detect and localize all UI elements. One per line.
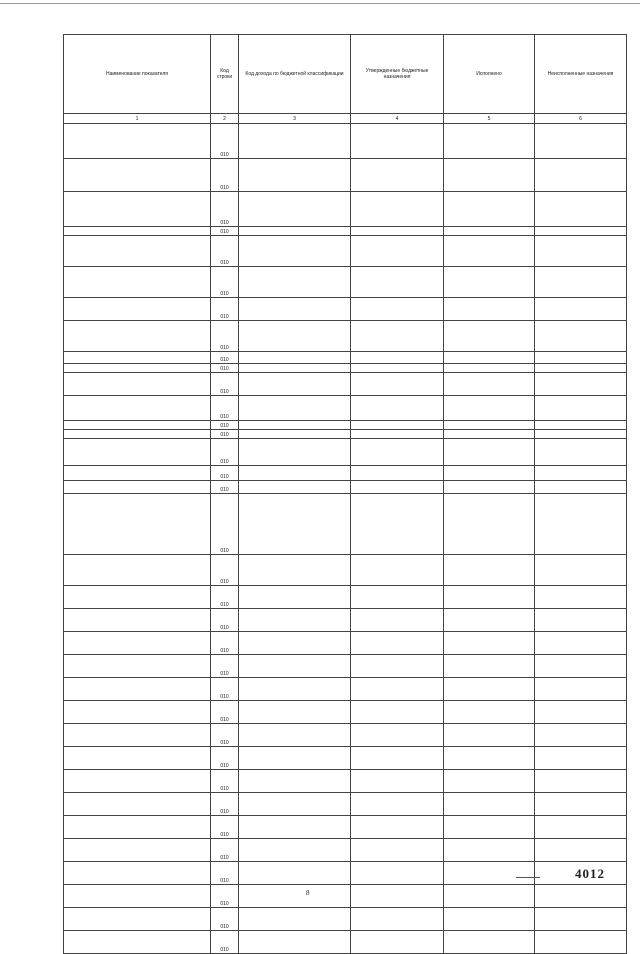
row-line-code-cell: 010 [211,364,239,373]
row-line-code-cell: 010 [211,430,239,439]
table-row [64,494,627,555]
row-name-cell [64,430,211,439]
row-budget-code-cell [239,632,351,655]
row-approved-cell [351,724,444,747]
row-approved-cell [351,862,444,885]
table-row [64,555,627,586]
row-executed-cell [444,586,535,609]
row-executed-cell [444,609,535,632]
row-unexecuted-cell [535,227,627,236]
table-body [64,124,627,954]
row-budget-code-cell [239,267,351,298]
row-name-cell [64,793,211,816]
row-name-cell [64,373,211,396]
row-name-cell [64,908,211,931]
row-executed-cell [444,931,535,954]
row-unexecuted-cell [535,885,627,908]
row-approved-cell [351,466,444,481]
row-budget-code-cell [239,439,351,466]
table-row [64,298,627,321]
row-line-code-cell: 010 [211,267,239,298]
row-approved-cell [351,770,444,793]
row-executed-cell [444,236,535,267]
row-name-cell [64,862,211,885]
row-unexecuted-cell [535,481,627,494]
row-executed-cell [444,885,535,908]
row-name-cell [64,655,211,678]
row-executed-cell [444,124,535,159]
row-name-cell [64,586,211,609]
column-number-row [64,114,627,124]
row-unexecuted-cell [535,701,627,724]
table-row [64,192,627,227]
row-unexecuted-cell [535,421,627,430]
row-executed-cell [444,862,535,885]
row-name-cell [64,364,211,373]
row-unexecuted-cell [535,159,627,192]
column-number: 3 [239,114,351,124]
row-approved-cell [351,586,444,609]
row-unexecuted-cell [535,586,627,609]
table-row [64,267,627,298]
header-executed: Исполнено [444,35,535,114]
row-line-code-cell: 010 [211,298,239,321]
row-name-cell [64,839,211,862]
table-row [64,481,627,494]
row-line-code-cell: 010 [211,724,239,747]
row-unexecuted-cell [535,655,627,678]
row-line-code-cell: 010 [211,124,239,159]
row-approved-cell [351,678,444,701]
row-unexecuted-cell [535,373,627,396]
row-budget-code-cell [239,352,351,364]
row-name-cell [64,494,211,555]
row-name-cell [64,747,211,770]
row-line-code-cell: 010 [211,396,239,421]
table-row [64,678,627,701]
row-name-cell [64,396,211,421]
table-row [64,466,627,481]
row-name-cell [64,159,211,192]
table-row [64,364,627,373]
row-name-cell [64,236,211,267]
row-approved-cell [351,555,444,586]
row-executed-cell [444,396,535,421]
table-row [64,793,627,816]
row-unexecuted-cell [535,430,627,439]
table-row [64,632,627,655]
row-line-code-cell: 010 [211,678,239,701]
row-approved-cell [351,421,444,430]
row-line-code-cell: 010 [211,862,239,885]
row-approved-cell [351,481,444,494]
row-unexecuted-cell [535,632,627,655]
row-unexecuted-cell [535,770,627,793]
row-line-code-cell: 010 [211,466,239,481]
row-budget-code-cell [239,481,351,494]
row-budget-code-cell [239,298,351,321]
row-name-cell [64,609,211,632]
row-approved-cell [351,430,444,439]
row-unexecuted-cell [535,267,627,298]
row-name-cell [64,701,211,724]
row-approved-cell [351,931,444,954]
row-executed-cell [444,421,535,430]
column-number: 2 [211,114,239,124]
row-unexecuted-cell [535,678,627,701]
row-line-code-cell: 010 [211,555,239,586]
row-approved-cell [351,124,444,159]
row-line-code-cell: 010 [211,655,239,678]
table-row [64,862,627,885]
row-executed-cell [444,632,535,655]
row-budget-code-cell [239,236,351,267]
header-name: Наименование показателя [64,35,211,114]
row-executed-cell [444,298,535,321]
table-row [64,124,627,159]
row-name-cell [64,481,211,494]
row-unexecuted-cell [535,931,627,954]
row-budget-code-cell [239,159,351,192]
row-budget-code-cell [239,192,351,227]
row-approved-cell [351,364,444,373]
row-executed-cell [444,494,535,555]
header-approved: Утвержденные бюджетные назначения [351,35,444,114]
row-unexecuted-cell [535,908,627,931]
row-unexecuted-cell [535,364,627,373]
row-name-cell [64,124,211,159]
table-row [64,159,627,192]
row-executed-cell [444,364,535,373]
row-approved-cell [351,494,444,555]
page-number: 8 [306,889,310,897]
header-line-code: Код строки [211,35,239,114]
table-header-row [64,35,627,114]
row-budget-code-cell [239,655,351,678]
row-approved-cell [351,908,444,931]
row-line-code-cell: 010 [211,885,239,908]
row-approved-cell [351,609,444,632]
table-row [64,747,627,770]
row-line-code-cell: 010 [211,192,239,227]
row-name-cell [64,466,211,481]
budget-report-table [63,34,627,954]
row-budget-code-cell [239,124,351,159]
table-row [64,724,627,747]
row-line-code-cell: 010 [211,816,239,839]
column-number: 5 [444,114,535,124]
row-line-code-cell: 010 [211,421,239,430]
row-executed-cell [444,192,535,227]
row-budget-code-cell [239,586,351,609]
row-line-code-cell: 010 [211,494,239,555]
row-executed-cell [444,321,535,352]
row-executed-cell [444,555,535,586]
row-executed-cell [444,439,535,466]
table-row [64,885,627,908]
row-unexecuted-cell [535,321,627,352]
margin-mark [516,877,540,878]
row-unexecuted-cell [535,793,627,816]
row-executed-cell [444,430,535,439]
row-executed-cell [444,724,535,747]
table-row [64,352,627,364]
row-line-code-cell: 010 [211,439,239,466]
row-executed-cell [444,747,535,770]
row-unexecuted-cell [535,466,627,481]
row-executed-cell [444,466,535,481]
column-number: 1 [64,114,211,124]
row-line-code-cell: 010 [211,609,239,632]
row-approved-cell [351,298,444,321]
row-name-cell [64,267,211,298]
row-approved-cell [351,396,444,421]
table-row [64,236,627,267]
row-executed-cell [444,352,535,364]
row-line-code-cell: 010 [211,931,239,954]
row-approved-cell [351,236,444,267]
row-executed-cell [444,839,535,862]
row-name-cell [64,816,211,839]
row-line-code-cell: 010 [211,321,239,352]
row-approved-cell [351,352,444,364]
row-approved-cell [351,701,444,724]
row-budget-code-cell [239,321,351,352]
row-executed-cell [444,793,535,816]
row-name-cell [64,421,211,430]
header-budget-code: Код дохода по бюджетной классификации [239,35,351,114]
handwritten-stamp: 4012 [575,866,605,881]
row-unexecuted-cell [535,494,627,555]
row-budget-code-cell [239,227,351,236]
row-name-cell [64,770,211,793]
row-unexecuted-cell [535,816,627,839]
row-name-cell [64,555,211,586]
row-approved-cell [351,227,444,236]
table-row [64,430,627,439]
row-executed-cell [444,701,535,724]
row-executed-cell [444,770,535,793]
row-budget-code-cell [239,421,351,430]
row-unexecuted-cell [535,352,627,364]
row-unexecuted-cell [535,396,627,421]
row-budget-code-cell [239,724,351,747]
row-name-cell [64,632,211,655]
row-budget-code-cell [239,816,351,839]
row-budget-code-cell [239,885,351,908]
table-row [64,227,627,236]
row-budget-code-cell [239,678,351,701]
row-executed-cell [444,481,535,494]
header-unexecuted: Неисполненные назначения [535,35,627,114]
row-budget-code-cell [239,373,351,396]
row-approved-cell [351,793,444,816]
row-executed-cell [444,227,535,236]
row-line-code-cell: 010 [211,159,239,192]
row-budget-code-cell [239,555,351,586]
table-row [64,321,627,352]
table-row [64,839,627,862]
row-budget-code-cell [239,494,351,555]
table-row [64,586,627,609]
table-row [64,609,627,632]
row-budget-code-cell [239,364,351,373]
row-approved-cell [351,885,444,908]
table-row [64,770,627,793]
row-line-code-cell: 010 [211,747,239,770]
row-executed-cell [444,267,535,298]
row-budget-code-cell [239,701,351,724]
row-approved-cell [351,747,444,770]
row-approved-cell [351,632,444,655]
row-budget-code-cell [239,396,351,421]
row-name-cell [64,439,211,466]
row-approved-cell [351,439,444,466]
table-row [64,931,627,954]
row-unexecuted-cell [535,609,627,632]
row-approved-cell [351,192,444,227]
row-approved-cell [351,839,444,862]
row-line-code-cell: 010 [211,839,239,862]
row-executed-cell [444,908,535,931]
row-approved-cell [351,655,444,678]
row-unexecuted-cell [535,236,627,267]
row-line-code-cell: 010 [211,908,239,931]
row-line-code-cell: 010 [211,481,239,494]
row-unexecuted-cell [535,124,627,159]
row-line-code-cell: 010 [211,586,239,609]
row-unexecuted-cell [535,298,627,321]
table-row [64,816,627,839]
row-executed-cell [444,159,535,192]
table-row [64,908,627,931]
row-budget-code-cell [239,466,351,481]
row-approved-cell [351,267,444,298]
row-name-cell [64,298,211,321]
row-approved-cell [351,159,444,192]
row-budget-code-cell [239,862,351,885]
row-budget-code-cell [239,908,351,931]
row-approved-cell [351,321,444,352]
row-line-code-cell: 010 [211,236,239,267]
row-name-cell [64,885,211,908]
row-executed-cell [444,655,535,678]
row-budget-code-cell [239,931,351,954]
row-name-cell [64,724,211,747]
row-executed-cell [444,678,535,701]
row-executed-cell [444,816,535,839]
table-row [64,421,627,430]
row-name-cell [64,931,211,954]
row-line-code-cell: 010 [211,352,239,364]
row-budget-code-cell [239,770,351,793]
top-rule [0,3,640,4]
table-row [64,439,627,466]
row-executed-cell [444,373,535,396]
row-unexecuted-cell [535,747,627,770]
row-unexecuted-cell [535,555,627,586]
table-row [64,373,627,396]
row-line-code-cell: 010 [211,632,239,655]
row-budget-code-cell [239,430,351,439]
row-budget-code-cell [239,747,351,770]
row-unexecuted-cell [535,724,627,747]
row-approved-cell [351,816,444,839]
row-budget-code-cell [239,839,351,862]
row-line-code-cell: 010 [211,227,239,236]
row-budget-code-cell [239,793,351,816]
column-number: 6 [535,114,627,124]
table-row [64,701,627,724]
row-line-code-cell: 010 [211,793,239,816]
row-budget-code-cell [239,609,351,632]
row-name-cell [64,352,211,364]
row-name-cell [64,227,211,236]
row-line-code-cell: 010 [211,373,239,396]
row-line-code-cell: 010 [211,701,239,724]
row-approved-cell [351,373,444,396]
row-unexecuted-cell [535,839,627,862]
row-line-code-cell: 010 [211,770,239,793]
row-name-cell [64,678,211,701]
table-row [64,655,627,678]
table-row [64,396,627,421]
row-name-cell [64,192,211,227]
column-number: 4 [351,114,444,124]
row-name-cell [64,321,211,352]
row-unexecuted-cell [535,192,627,227]
row-unexecuted-cell [535,439,627,466]
